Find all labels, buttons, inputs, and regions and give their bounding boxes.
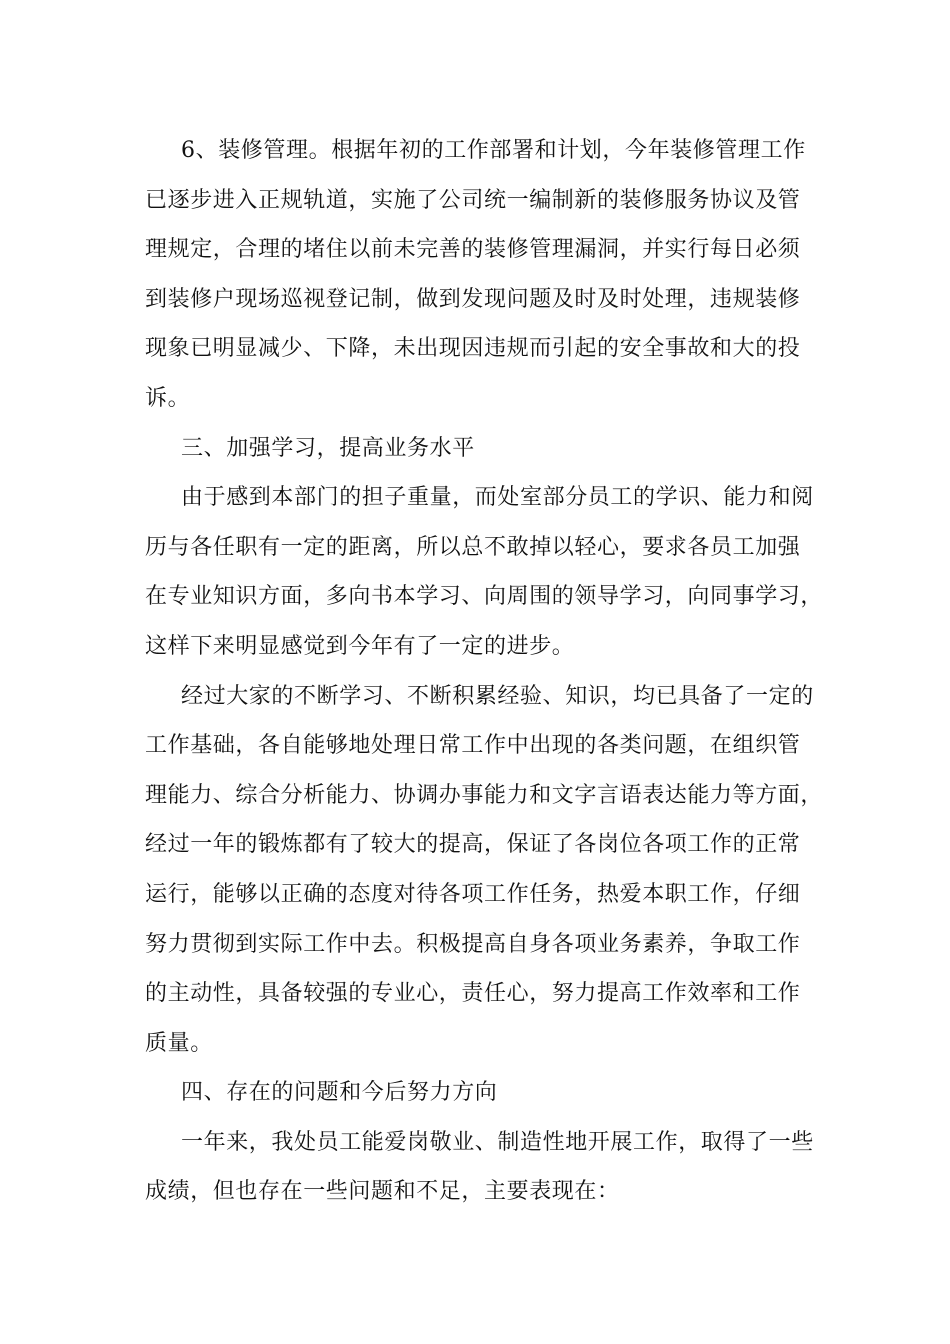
document-body [145,126,824,1217]
paragraph-line: 诉。 [145,385,191,411]
paragraph-line: 经过一年的锻炼都有了较大的提高，保证了各岗位各项工作的正常 [145,832,801,858]
paragraph-line: 6、装修管理。根据年初的工作部署和计划，今年装修管理工作 [181,138,806,163]
paragraph-line: 经过大家的不断学习、不断积累经验、知识，均已具备了一定的 [181,683,814,709]
paragraph-line: 运行，能够以正确的态度对待各项工作任务，热爱本职工作，仔细 [145,881,801,907]
paragraph-line: 质量。 [145,1030,213,1056]
paragraph-line: 历与各任职有一定的距离，所以总不敢掉以轻心，要求各员工加强 [145,534,801,560]
section-heading: 三、加强学习，提高业务水平 [181,435,475,461]
paragraph-line: 由于感到本部门的担子重量，而处室部分员工的学识、能力和阅 [181,485,814,511]
paragraph-line: 已逐步进入正规轨道，实施了公司统一编制新的装修服务协议及管 [145,187,801,213]
paragraph-line: 一年来，我处员工能爱岗敬业、制造性地开展工作，取得了一些 [181,1129,814,1155]
paragraph-line: 的主动性，具备较强的专业心，责任心，努力提高工作效率和工作 [145,981,801,1007]
paragraph-line: 成绩，但也存在一些问题和不足，主要表现在： [145,1179,620,1205]
paragraph-line: 现象已明显减少、下降，未出现因违规而引起的安全事故和大的投 [145,336,801,362]
paragraph-line: 这样下来明显感觉到今年有了一定的进步。 [145,633,575,659]
section-heading: 四、存在的问题和今后努力方向 [181,1080,498,1106]
paragraph-line: 理能力、综合分析能力、协调办事能力和文字言语表达能力等方面， [145,782,824,808]
paragraph-line: 在专业知识方面，多向书本学习、向周围的领导学习，向同事学习， [145,584,824,610]
paragraph-line: 努力贯彻到实际工作中去。积极提高自身各项业务素养，争取工作 [145,931,801,957]
paragraph-line: 到装修户现场巡视登记制，做到发现问题及时及时处理，违规装修 [145,286,801,312]
paragraph-line: 理规定，合理的堵住以前未完善的装修管理漏洞，并实行每日必须 [145,237,801,263]
paragraph-line: 工作基础，各自能够地处理日常工作中出现的各类问题，在组织管 [145,733,801,759]
